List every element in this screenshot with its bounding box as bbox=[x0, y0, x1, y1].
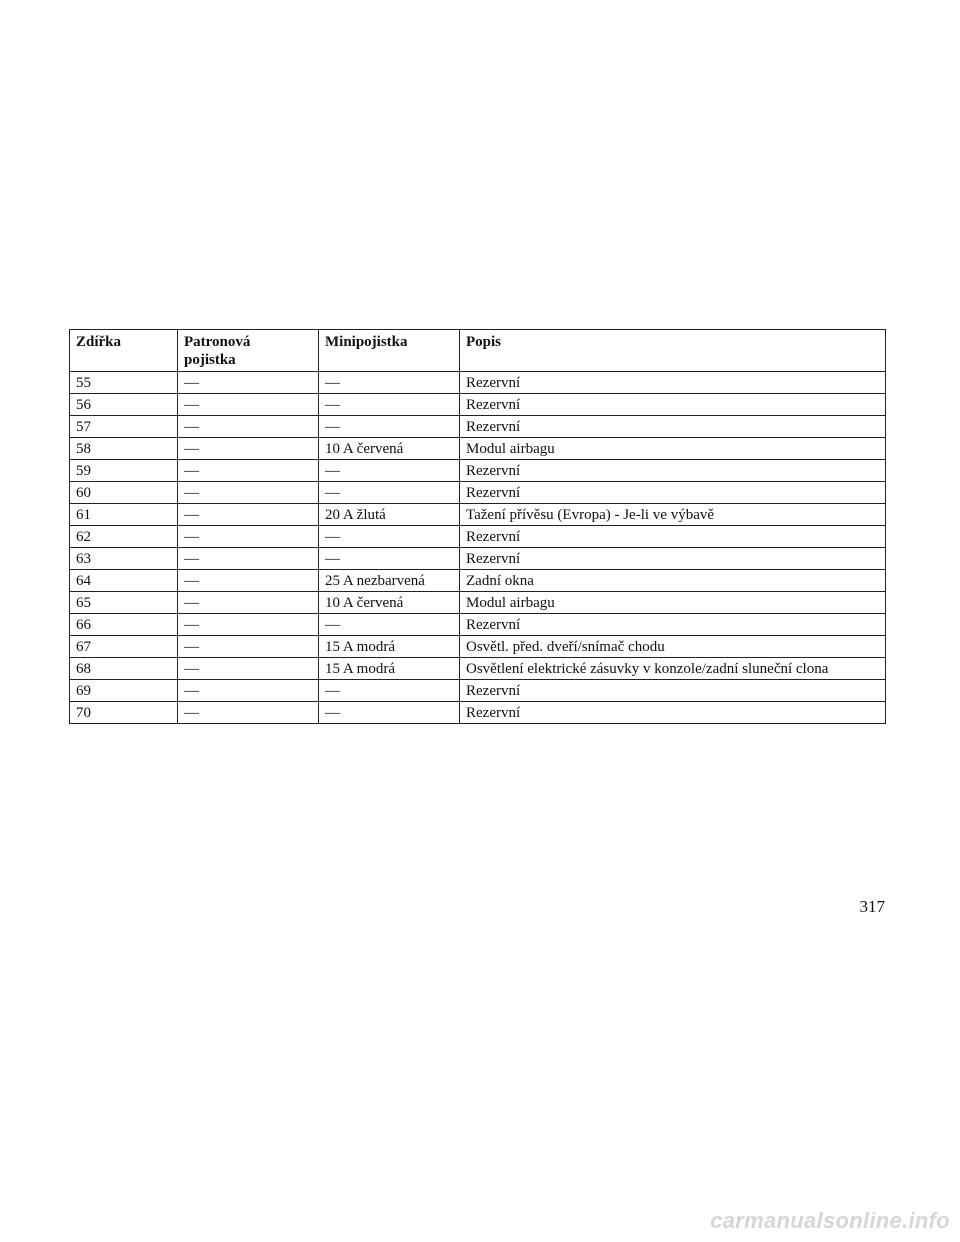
cell-cartridge: — bbox=[178, 592, 319, 614]
cell-cartridge: — bbox=[178, 460, 319, 482]
cell-mini: — bbox=[319, 482, 460, 504]
cell-mini: — bbox=[319, 460, 460, 482]
table-row bbox=[70, 372, 886, 394]
cell-description: Osvětl. před. dveří/snímač chodu bbox=[460, 636, 886, 658]
cell-socket: 56 bbox=[70, 394, 178, 416]
cell-cartridge: — bbox=[178, 526, 319, 548]
cell-mini: — bbox=[319, 680, 460, 702]
cell-socket: 55 bbox=[70, 372, 178, 394]
cell-socket: 61 bbox=[70, 504, 178, 526]
table-header-row bbox=[70, 330, 886, 372]
cell-cartridge: — bbox=[178, 702, 319, 724]
table-row bbox=[70, 548, 886, 570]
cell-socket: 65 bbox=[70, 592, 178, 614]
cell-socket: 57 bbox=[70, 416, 178, 438]
cell-mini: — bbox=[319, 614, 460, 636]
watermark-logo: carmanualsonline.info bbox=[710, 1208, 950, 1233]
cell-socket: 59 bbox=[70, 460, 178, 482]
header-description: Popis bbox=[460, 330, 886, 372]
cell-mini: 15 A modrá bbox=[319, 636, 460, 658]
cell-cartridge: — bbox=[178, 570, 319, 592]
cell-description: Modul airbagu bbox=[460, 592, 886, 614]
cell-socket: 69 bbox=[70, 680, 178, 702]
cell-description: Rezervní bbox=[460, 680, 886, 702]
table-row bbox=[70, 482, 886, 504]
table-body bbox=[70, 372, 886, 724]
cell-mini: — bbox=[319, 548, 460, 570]
cell-mini: — bbox=[319, 394, 460, 416]
cell-cartridge: — bbox=[178, 504, 319, 526]
table-row bbox=[70, 592, 886, 614]
table-row bbox=[70, 438, 886, 460]
cell-mini: — bbox=[319, 702, 460, 724]
cell-description: Rezervní bbox=[460, 416, 886, 438]
page-number: 317 bbox=[859, 897, 885, 916]
cell-cartridge: — bbox=[178, 614, 319, 636]
cell-cartridge: — bbox=[178, 482, 319, 504]
header-cartridge-line1: Patronová bbox=[184, 334, 251, 350]
cell-description: Zadní okna bbox=[460, 570, 886, 592]
table-row bbox=[70, 680, 886, 702]
cell-cartridge: — bbox=[178, 394, 319, 416]
cell-socket: 67 bbox=[70, 636, 178, 658]
header-cartridge-line2: pojistka bbox=[184, 352, 236, 368]
cell-description: Rezervní bbox=[460, 372, 886, 394]
cell-mini: 20 A žlutá bbox=[319, 504, 460, 526]
cell-socket: 58 bbox=[70, 438, 178, 460]
cell-cartridge: — bbox=[178, 372, 319, 394]
cell-socket: 60 bbox=[70, 482, 178, 504]
cell-cartridge: — bbox=[178, 636, 319, 658]
cell-socket: 62 bbox=[70, 526, 178, 548]
cell-description: Rezervní bbox=[460, 702, 886, 724]
cell-mini: 10 A červená bbox=[319, 438, 460, 460]
cell-cartridge: — bbox=[178, 548, 319, 570]
cell-mini: 25 A nezbarvená bbox=[319, 570, 460, 592]
cell-socket: 68 bbox=[70, 658, 178, 680]
cell-cartridge: — bbox=[178, 438, 319, 460]
table-row bbox=[70, 460, 886, 482]
table-row bbox=[70, 570, 886, 592]
table-row bbox=[70, 526, 886, 548]
header-cartridge-fuse bbox=[178, 330, 319, 372]
table-row bbox=[70, 394, 886, 416]
cell-cartridge: — bbox=[178, 680, 319, 702]
table-row bbox=[70, 504, 886, 526]
cell-cartridge: — bbox=[178, 658, 319, 680]
cell-description: Rezervní bbox=[460, 482, 886, 504]
header-socket: Zdířka bbox=[70, 330, 178, 372]
cell-socket: 70 bbox=[70, 702, 178, 724]
cell-mini: — bbox=[319, 526, 460, 548]
table-row bbox=[70, 636, 886, 658]
cell-description: Modul airbagu bbox=[460, 438, 886, 460]
cell-socket: 66 bbox=[70, 614, 178, 636]
cell-mini: 10 A červená bbox=[319, 592, 460, 614]
cell-description: Rezervní bbox=[460, 526, 886, 548]
cell-description: Tažení přívěsu (Evropa) - Je-li ve výbavě bbox=[460, 504, 886, 526]
cell-description: Osvětlení elektrické zásuvky v konzole/zadní sluneční clona bbox=[460, 658, 886, 680]
cell-cartridge: — bbox=[178, 416, 319, 438]
cell-socket: 63 bbox=[70, 548, 178, 570]
cell-description: Rezervní bbox=[460, 394, 886, 416]
cell-description: Rezervní bbox=[460, 548, 886, 570]
cell-socket: 64 bbox=[70, 570, 178, 592]
table-row bbox=[70, 702, 886, 724]
cell-mini: — bbox=[319, 416, 460, 438]
cell-description: Rezervní bbox=[460, 614, 886, 636]
table-row bbox=[70, 658, 886, 680]
cell-description: Rezervní bbox=[460, 460, 886, 482]
cell-mini: 15 A modrá bbox=[319, 658, 460, 680]
table-row bbox=[70, 416, 886, 438]
cell-mini: — bbox=[319, 372, 460, 394]
fuse-table bbox=[69, 329, 886, 724]
header-mini-fuse: Minipojistka bbox=[319, 330, 460, 372]
table-row bbox=[70, 614, 886, 636]
